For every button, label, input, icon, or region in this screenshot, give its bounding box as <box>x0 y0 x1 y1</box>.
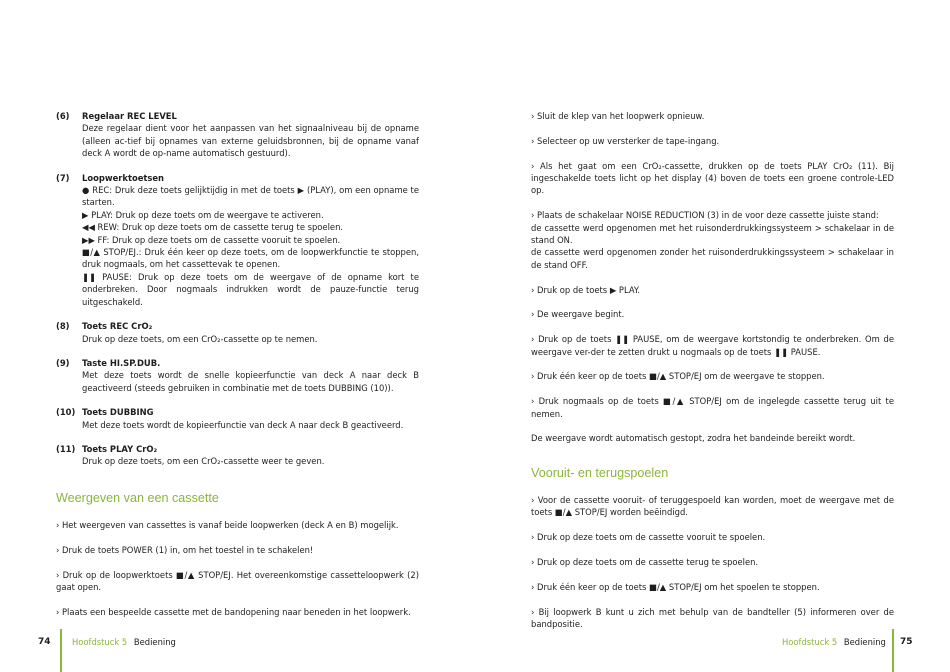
entry-text: ▶ PLAY: Druk op deze toets om de weergave te activeren. <box>82 209 324 220</box>
entry-number: (8) <box>56 321 70 332</box>
paragraph: › Sluit de klep van het loopwerk opnieuw. <box>531 111 705 121</box>
entry-number: (6) <box>56 111 70 121</box>
entry-title: Toets PLAY CrO₂ <box>82 443 158 454</box>
paragraph: › Druk de toets POWER (1) in, om het toestel in te schakelen! <box>56 544 314 555</box>
right-column <box>531 110 894 457</box>
entry-7 <box>56 172 419 308</box>
entry-text: ▶▶ FF: Druk op deze toets om de cassette vooruit te spoelen. <box>82 234 341 245</box>
entry-text: ❚❚ PAUSE: Druk op deze toets om de weergave of de opname kort te onderbreken. Door nogmaals indrukken wordt de pauze-functie terug uitgeschakeld. <box>82 271 419 307</box>
section-heading-spooling: Vooruit- en terugspoelen <box>531 466 669 480</box>
footer-divider-left <box>60 629 62 672</box>
paragraph: De weergave wordt automatisch gestopt, zodra het bandeinde bereikt wordt. <box>531 433 856 444</box>
paragraph: › De weergave begint. <box>531 309 625 320</box>
entry-text: Deze regelaar dient voor het aanpassen van het signaalniveau bij de opname (alleen ac-tief bij opnames van externe geluidsbronnen, bij de opname vanaf deck A wordt de op-name automatisch gestuurd). <box>82 123 419 159</box>
entry-11 <box>56 443 419 468</box>
paragraph: › Druk op deze toets om de cassette vooruit te spoelen. <box>531 532 766 543</box>
entry-text: Met deze toets wordt de kopieerfunctie van deck A naar deck B geactiveerd. <box>82 419 404 430</box>
entry-title: Toets DUBBING <box>82 407 154 418</box>
paragraph: › Druk nogmaals op de toets ■/▲ STOP/EJ om de ingelegde cassette terug uit te nemen. <box>531 396 894 419</box>
section-heading-playback: Weergeven van een cassette <box>56 491 219 505</box>
entry-10 <box>56 406 419 431</box>
entry-text: Met deze toets wordt de snelle kopieerfunctie van deck A naar deck B geactiveerd (steeds gebruiken in combinatie met de toets DUBBING (10)). <box>82 370 419 393</box>
entry-6 <box>56 110 419 160</box>
entry-number: (7) <box>56 172 70 183</box>
entry-number: (9) <box>56 357 70 368</box>
entry-text: Druk op deze toets, om een CrO₂-cassette weer te geven. <box>82 456 325 467</box>
paragraph: › Het weergeven van cassettes is vanaf beide loopwerken (deck A en B) mogelijk. <box>56 520 399 530</box>
entry-8 <box>56 320 419 345</box>
footer-right <box>782 631 886 653</box>
paragraph: › Druk op de toets ▶ PLAY. <box>531 284 640 295</box>
right-section-body <box>531 494 894 643</box>
footer-section: Bediening <box>843 637 886 647</box>
paragraph: › Voor de cassette vooruit- of teruggespoeld kan worden, moet de weergave met de toets ■/▲ STOP/EJ worden beëindigd. <box>531 495 894 518</box>
footer-chapter: Hoofdstuck 5 <box>72 637 128 647</box>
paragraph: › Plaats een bespeelde cassette met de bandopening naar beneden in het loopwerk. <box>56 606 411 617</box>
entry-title: Loopwerktoetsen <box>82 172 165 183</box>
left-section-body <box>56 519 419 631</box>
footer-chapter: Hoofdstuck 5 <box>782 637 838 647</box>
entry-number: (11) <box>56 443 76 454</box>
paragraph: › Druk op deze toets om de cassette terug te spoelen. <box>531 557 759 567</box>
page-number-right: 75 <box>900 637 913 647</box>
entry-title: Toets REC CrO₂ <box>82 321 153 332</box>
entry-text: ■/▲ STOP/EJ.: Druk één keer op deze toets, om de loopwerkfunctie te stoppen, druk nogmaals, om het cassettevak te openen. <box>82 247 419 270</box>
footer-left <box>72 631 176 653</box>
entry-title: Regelaar REC LEVEL <box>82 111 177 121</box>
paragraph: › Selecteer op uw versterker de tape-ingang. <box>531 135 720 146</box>
entry-text: ● REC: Druk deze toets gelijktijdig in met de toets ▶ (PLAY), om een opname te starten. <box>82 185 419 208</box>
entry-title: Taste HI.SP.DUB. <box>82 357 161 368</box>
paragraph: › Plaats de schakelaar NOISE REDUCTION (3) in de voor deze cassette juiste stand: de cassette werd opgenomen met het ruisonderdrukkingssysteem > schakelaar in de stand ON. de cassette werd opgenomen zonder het ruisonderdrukkingssysteem > schakelaar in de stand OFF. <box>531 210 894 270</box>
paragraph: › Druk op de toets ❚❚ PAUSE, om de weergave kortstondig te onderbreken. Om de weergave ver-der te zetten drukt u nogmaals op de toets ❚❚ PAUSE. <box>531 334 894 357</box>
entry-number: (10) <box>56 407 76 418</box>
entry-9 <box>56 357 419 394</box>
paragraph: › Bij loopwerk B kunt u zich met behulp van de bandteller (5) informeren over de bandpositie. <box>531 606 894 629</box>
paragraph: › Druk één keer op de toets ■/▲ STOP/EJ om de weergave te stoppen. <box>531 371 825 382</box>
paragraph: › Als het gaat om een CrO₂-cassette, drukken op de toets PLAY CrO₂ (11). Bij ingeschakelde toets licht op het display (4) boven de toets een groene controle-LED op. <box>531 160 894 196</box>
footer-divider-right <box>892 629 894 672</box>
paragraph: › Druk één keer op de toets ■/▲ STOP/EJ om het spoelen te stoppen. <box>531 581 820 592</box>
footer-section: Bediening <box>133 637 176 647</box>
paragraph: › Druk op de loopwerktoets ■/▲ STOP/EJ. Het overeenkomstige cassetteloopwerk (2) gaat open. <box>56 569 419 592</box>
entry-text: ◀◀ REW: Druk op deze toets om de cassette terug te spoelen. <box>82 222 344 233</box>
left-column <box>56 110 419 480</box>
entry-text: Druk op deze toets, om een CrO₂-cassette op te nemen. <box>82 333 318 344</box>
page-number-left: 74 <box>38 637 51 647</box>
